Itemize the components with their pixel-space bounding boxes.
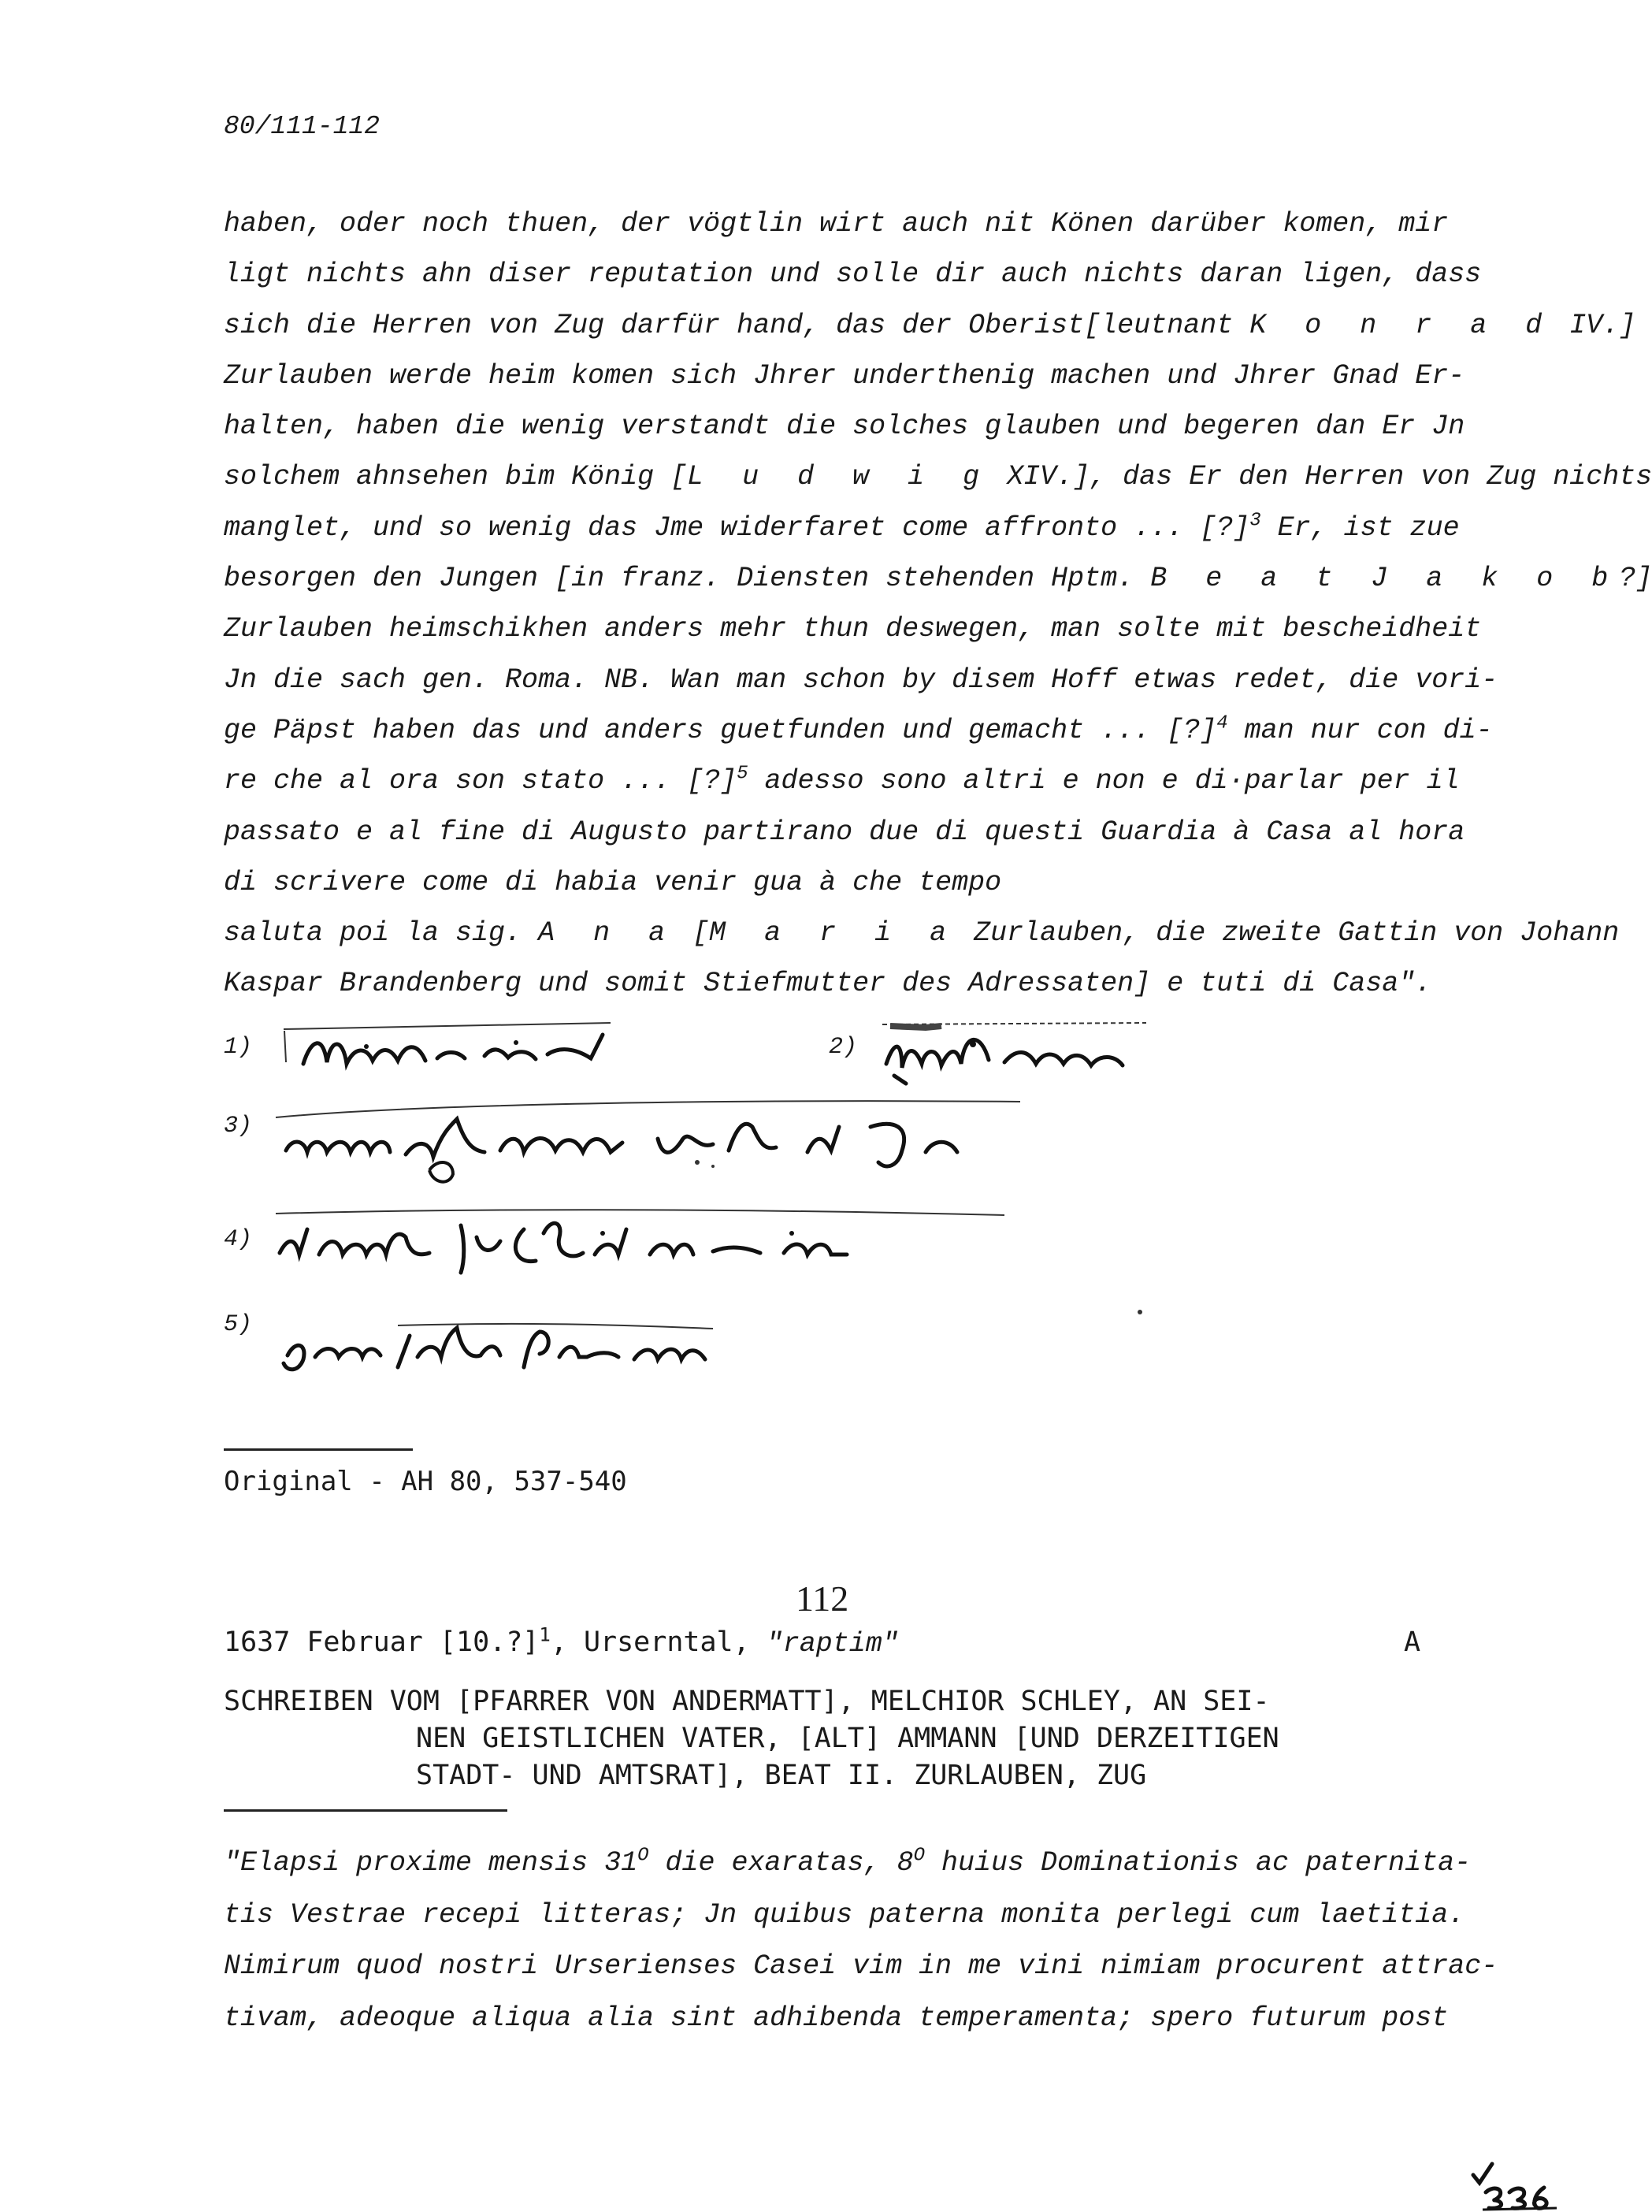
footnote-label: 2) bbox=[829, 1034, 858, 1061]
heading-separator bbox=[224, 1809, 507, 1812]
document-date: 1637 Februar [10.?] bbox=[224, 1626, 540, 1658]
text-line: sich die Herren von Zug darfür hand, das der Oberist[leutnant K o n r a d IV.] bbox=[224, 309, 1636, 341]
date-line bbox=[224, 1623, 1421, 1660]
text-line: re che al ora son stato ... [?]$^5$ adesso sono altri e non e di·parlar per il bbox=[224, 763, 1460, 797]
superscript: O bbox=[913, 1845, 925, 1867]
text-line: Nimirum quod nostri Urserienses Casei vim in me vini nimiam procurent attrac- bbox=[224, 1950, 1498, 1982]
footnote-separator bbox=[224, 1448, 413, 1451]
handwriting-facsimile-4 bbox=[272, 1206, 1012, 1284]
footnote-label: 4) bbox=[224, 1226, 253, 1253]
footnote-ref: 5 bbox=[737, 763, 748, 785]
spaced-name: K o n r a d bbox=[1249, 309, 1554, 341]
page-reference: 80/111-112 bbox=[224, 112, 381, 141]
text-line: Kaspar Brandenberg und somit Stiefmutter des Adressaten] e tuti di Casa". bbox=[224, 968, 1432, 1000]
handwritten-page-number-icon bbox=[1481, 2184, 1560, 2211]
handwriting-facsimile-1 bbox=[280, 1015, 618, 1078]
footnote-label: 3) bbox=[224, 1113, 253, 1139]
footnote-label: 5) bbox=[224, 1311, 253, 1338]
text-line: besorgen den Jungen [in franz. Diensten stehenden Hptm. B e a t J a k o b?] bbox=[224, 563, 1652, 595]
text-line: "Elapsi proxime mensis $31^O$ die exaratas, $8^O$ huius Dominationis ac paternita- bbox=[224, 1845, 1472, 1879]
document-place: , Urserntal, bbox=[550, 1626, 767, 1658]
document-number: 112 bbox=[796, 1578, 849, 1619]
handwriting-facsimile-5 bbox=[272, 1308, 729, 1387]
handwriting-facsimile-3 bbox=[272, 1095, 1028, 1198]
latin-transcription bbox=[224, 1838, 1531, 2044]
text-line: Zurlauben werde heim komen sich Jhrer underthenig machen und Jhrer Gnad Er- bbox=[224, 359, 1465, 392]
spaced-name: B e a t J a k o b bbox=[1150, 563, 1620, 595]
document-heading: SCHREIBEN VOM [PFARRER VON ANDERMATT], MELCHIOR SCHLEY, AN SEI- NEN GEISTLICHEN VATER, [ALT] AMMANN [UND DERZEITIGEN STADT- UND AMTSRAT], BEAT II. ZURLAUBEN, ZUG bbox=[224, 1686, 1279, 1791]
spaced-name: M a r i a bbox=[709, 917, 958, 950]
superscript: O bbox=[637, 1845, 649, 1867]
source-note: Original - AH 80, 537-540 bbox=[224, 1466, 627, 1497]
text-line: halten, haben die wenig verstandt die solches glauben und begeren dan Er Jn bbox=[224, 411, 1465, 443]
place-note: "raptim" bbox=[766, 1628, 899, 1660]
text-line: Zurlauben heimschikhen anders mehr thun deswegen, man solte mit bescheidheit bbox=[224, 613, 1482, 645]
letter-transcription bbox=[224, 199, 1652, 1009]
document-category: A bbox=[1404, 1626, 1421, 1658]
ink-dot bbox=[1138, 1310, 1142, 1314]
text-line: manglet, und so wenig das Jme widerfaret come affronto ... [?]$^3$ Er, ist zue bbox=[224, 510, 1460, 544]
footnote-ref: 1 bbox=[539, 1623, 551, 1646]
text-line: tivam, adeoque aliqua alia sint adhibenda temperamenta; spero futurum post bbox=[224, 2002, 1449, 2034]
text-line: Jn die sach gen. Roma. NB. Wan man schon by disem Hoff etwas redet, die vori- bbox=[224, 664, 1498, 696]
spaced-name: A n a bbox=[538, 917, 677, 950]
footnote-ref: 3 bbox=[1249, 510, 1261, 532]
text-line: ligt nichts ahn diser reputation und solle dir auch nichts daran ligen, dass bbox=[224, 258, 1482, 291]
spaced-name: L u d w i g bbox=[687, 461, 991, 493]
text-line: di scrivere come di habia venir gua à che tempo bbox=[224, 866, 1002, 898]
text-line: tis Vestrae recepi litteras; Jn quibus paterna monita perlegi cum laetitia. bbox=[224, 1898, 1465, 1931]
footnote-ref: 4 bbox=[1216, 712, 1228, 734]
text-line: saluta poi la sig. A n a [M a r i a Zurlauben, die zweite Gattin von Johann bbox=[224, 917, 1620, 950]
handwriting-facsimile-2 bbox=[878, 1017, 1154, 1087]
footnote-label: 1) bbox=[224, 1034, 253, 1061]
text-line: passato e al fine di Augusto partirano due di questi Guardia à Casa al hora bbox=[224, 816, 1465, 848]
text-line: solchem ahnsehen bim König [L u d w i g XIV.], das Er den Herren von Zug nichts bbox=[224, 461, 1652, 493]
text-line: haben, oder noch thuen, der vögtlin wirt auch nit Könen darüber komen, mir bbox=[224, 208, 1449, 240]
text-line: ge Päpst haben das und anders guetfunden und gemacht ... [?]$^4$ man nur con di- bbox=[224, 712, 1493, 746]
